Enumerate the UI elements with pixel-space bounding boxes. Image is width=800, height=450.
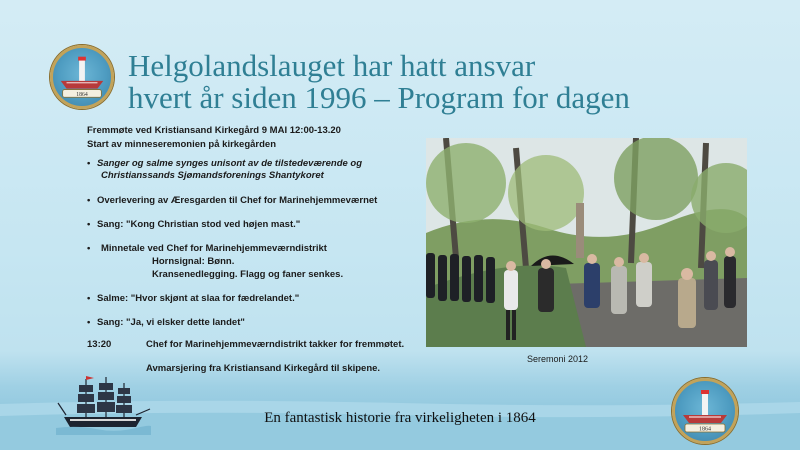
footer-tagline: En fantastisk historie fra virkeligheten i 1864 [264,410,536,426]
program-item-text: Overlevering av Æresgarden til Chef for Marinehjemmeværnet [97,195,378,206]
logo-year: 1864 [699,426,711,433]
lighthouse-logo-icon [672,378,738,444]
bullet-icon: • [87,195,91,206]
bullet-icon: • [87,293,91,304]
closing-thanks: Chef for Marinehjemmeværndistrikt takker for fremmøtet. [146,339,405,350]
program-item-text: Salme: "Hvor skjønt at slaa for fædrelandet." [97,293,300,304]
bullet-icon: • [87,219,91,230]
program-sub-wreath: Kransenedlegging. Flagg og faner senkes. [152,269,344,280]
program-item-text: Sang: "Kong Christian stod ved højen mast." [97,219,301,230]
intro-start-line: Start av minneseremonien på kirkegården [87,139,277,150]
closing-time: 13:20 [87,339,112,350]
page-title [128,50,748,114]
program-sub-horn-signal: Hornsignal: Bønn. [152,256,235,267]
ceremony-photo [426,138,747,347]
program-item-text: Minnetale ved Chef for Marinehjemmeværndistrikt [101,243,327,254]
bullet-icon: • [87,317,91,328]
bullet-icon: • [87,158,91,169]
lighthouse-logo-icon [50,45,114,109]
program-item-text: Christianssands Sjømandsforenings Shantykoret [101,170,324,181]
program-item-text: Sanger og salme synges unisont av de tilstedeværende og [97,158,363,169]
closing-march-off: Avmarsjering fra Kristiansand Kirkegård til skipene. [146,363,381,374]
logo-year: 1864 [76,91,88,98]
bullet-icon: • [87,243,91,254]
title-line-2: hvert år siden 1996 – Program for dagen [128,80,630,115]
intro-block [87,124,341,152]
program-item-text: Sang: "Ja, vi elsker dette landet" [97,317,245,328]
photo-caption: Seremoni 2012 [527,354,589,364]
title-line-1: Helgolandslauget har hatt ansvar [128,48,536,83]
intro-meeting-line: Fremmøte ved Kristiansand Kirkegård 9 MAI 12:00-13.20 [87,125,341,136]
